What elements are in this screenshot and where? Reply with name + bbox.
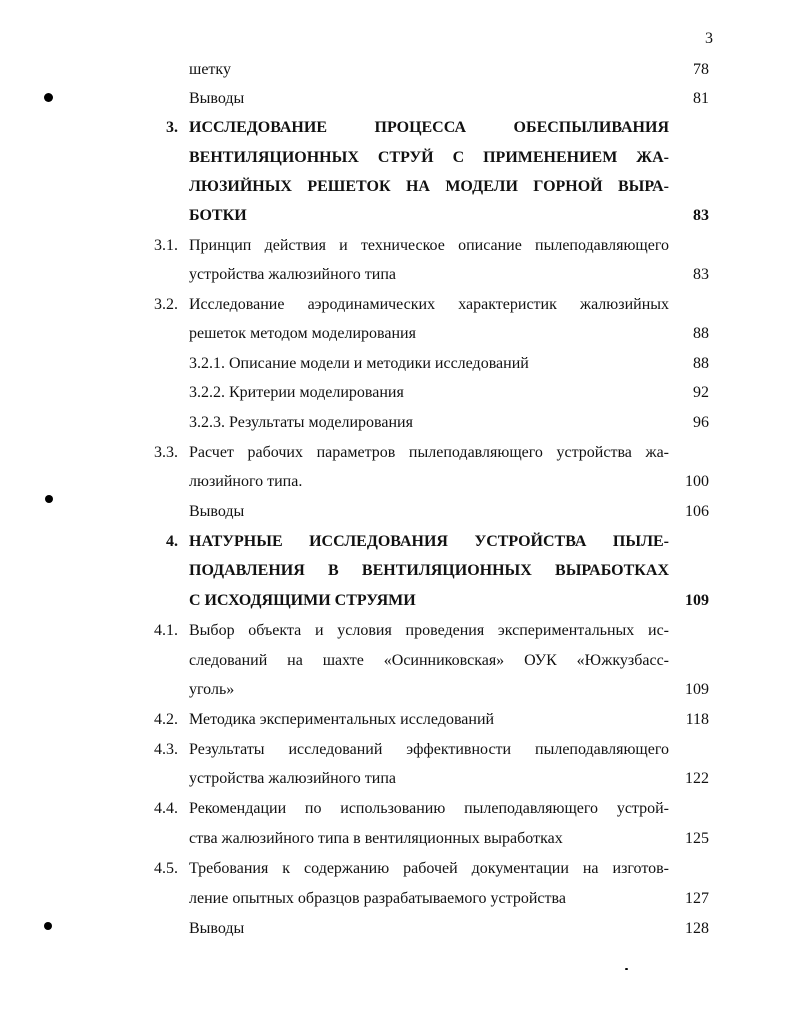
scan-artifact (45, 495, 53, 503)
subsection-page: 96 (693, 414, 709, 431)
section-page: 100 (685, 473, 709, 490)
section-title-line: Результаты исследований эффективности пылеподавляющего (189, 741, 669, 758)
subsection-page: 88 (693, 355, 709, 372)
section-number: 4.5. (154, 860, 178, 877)
chapter-page: 83 (693, 207, 709, 224)
conclusions-page: 128 (685, 920, 709, 937)
chapter-title-line: ЛЮЗИЙНЫХ РЕШЕТОК НА МОДЕЛИ ГОРНОЙ ВЫРА- (189, 178, 669, 195)
chapter-page: 109 (685, 592, 709, 609)
section-page: 122 (685, 770, 709, 787)
conclusions-page: 106 (685, 503, 709, 520)
section-title-line: Рекомендации по использованию пылеподавляющего устрой- (189, 800, 669, 817)
section-title-line: следований на шахте «Осинниковская» ОУК «Южкузбасс- (189, 652, 669, 669)
section-page: 109 (685, 681, 709, 698)
section-page: 88 (693, 325, 709, 342)
section-page: 125 (685, 830, 709, 847)
section-title-line: люзийного типа. (189, 473, 303, 490)
subsection-title: 3.2.3. Результаты моделирования (189, 414, 413, 431)
chapter-title-line: ИССЛЕДОВАНИЕ ПРОЦЕССА ОБЕСПЫЛИВАНИЯ (189, 119, 669, 136)
section-number: 4.2. (154, 711, 178, 728)
section-title-line: устройства жалюзийного типа (189, 266, 397, 283)
section-number: 3.3. (154, 444, 178, 461)
section-title-line: уголь» (189, 681, 235, 698)
page-number: 3 (705, 30, 713, 47)
section-title-line: Методика экспериментальных исследований (189, 711, 495, 728)
toc-entry-text: шетку (189, 61, 231, 78)
conclusions-title: Выводы (189, 920, 245, 937)
chapter-number: 3. (166, 119, 178, 136)
scan-artifact (44, 93, 53, 102)
section-page: 83 (693, 266, 709, 283)
section-title-line: Выбор объекта и условия проведения экспериментальных ис- (189, 622, 669, 639)
toc-entry-page: 78 (693, 61, 709, 78)
toc-entry-page: 81 (693, 90, 709, 107)
section-title-line: Исследование аэродинамических характеристик жалюзийных (189, 296, 669, 313)
scan-artifact (44, 922, 52, 930)
subsection-title: 3.2.1. Описание модели и методики исследований (189, 355, 529, 372)
section-page: 127 (685, 890, 709, 907)
chapter-number: 4. (166, 533, 178, 550)
subsection-title: 3.2.2. Критерии моделирования (189, 384, 404, 401)
section-page: 118 (685, 711, 709, 728)
conclusions-title: Выводы (189, 503, 245, 520)
section-title-line: устройства жалюзийного типа (189, 770, 397, 787)
toc-entry-text: Выводы (189, 90, 245, 107)
section-number: 4.3. (154, 741, 178, 758)
section-title-line: ление опытных образцов разрабатываемого устройства (189, 890, 566, 907)
section-number: 3.2. (154, 296, 178, 313)
chapter-title-line: ПОДАВЛЕНИЯ В ВЕНТИЛЯЦИОННЫХ ВЫРАБОТКАХ (189, 562, 669, 579)
section-title-line: Принцип действия и техническое описание пылеподавляющего (189, 237, 669, 254)
section-title-line: Расчет рабочих параметров пылеподавляющего устройства жа- (189, 444, 669, 461)
section-number: 3.1. (154, 237, 178, 254)
scan-artifact (625, 968, 628, 970)
section-title-line: решеток методом моделирования (189, 325, 416, 342)
chapter-title-line: НАТУРНЫЕ ИССЛЕДОВАНИЯ УСТРОЙСТВА ПЫЛЕ- (189, 533, 669, 550)
chapter-title-line: БОТКИ (189, 207, 247, 224)
section-title-line: ства жалюзийного типа в вентиляционных выработках (189, 830, 563, 847)
section-number: 4.1. (154, 622, 178, 639)
section-title-line: Требования к содержанию рабочей документации на изготов- (189, 860, 669, 877)
section-number: 4.4. (154, 800, 178, 817)
chapter-title-line: С ИСХОДЯЩИМИ СТРУЯМИ (189, 592, 416, 609)
subsection-page: 92 (693, 384, 709, 401)
chapter-title-line: ВЕНТИЛЯЦИОННЫХ СТРУЙ С ПРИМЕНЕНИЕМ ЖА- (189, 149, 669, 166)
